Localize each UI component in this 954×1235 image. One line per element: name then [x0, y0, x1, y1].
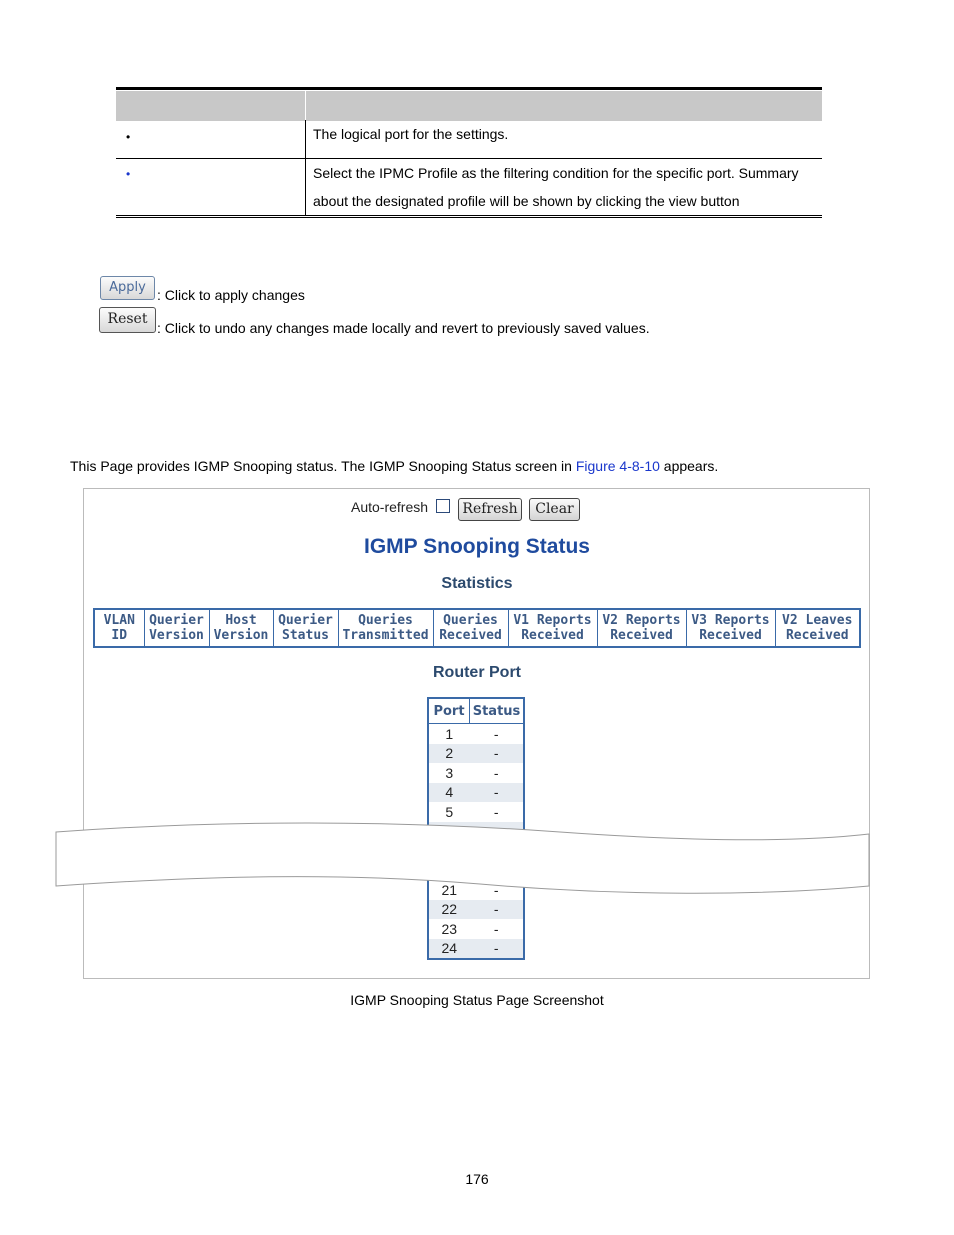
stats-col-v2-leaves: V2 Leaves Received	[775, 609, 860, 647]
intro-text-end: appears.	[659, 458, 719, 474]
table-row: 23 -	[441, 920, 499, 937]
reset-description: : Click to undo any changes made locally and revert to previously saved values.	[157, 320, 650, 336]
stats-col-querier-version: Querier Version	[144, 609, 209, 647]
table-row: 5 -	[445, 803, 499, 820]
statistics-heading: Statistics	[441, 575, 513, 592]
stats-col-v1-reports: V1 Reports Received	[508, 609, 597, 647]
stats-col-host-version: Host Version	[209, 609, 273, 647]
router-port-heading: Router Port	[433, 664, 521, 681]
table-row: 21 -	[441, 881, 499, 898]
stats-col-queries-transmitted: Queries Transmitted	[338, 609, 433, 647]
bullet-icon: •	[126, 130, 131, 144]
table-row: 2 -	[428, 744, 524, 764]
table-row: 4 -	[428, 783, 524, 803]
stats-col-queries-received: Queries Received	[433, 609, 508, 647]
apply-button[interactable]: Apply	[100, 276, 155, 300]
table-row: 24 -	[428, 939, 524, 960]
table-row: 22 -	[428, 900, 524, 920]
param-description: Select the IPMC Profile as the filtering condition for the specific port. Summary about the designated profile will be shown by clicking the view button	[313, 165, 799, 209]
stats-col-vlan-id: VLAN ID	[94, 609, 144, 647]
figure-caption: IGMP Snooping Status Page Screenshot	[350, 992, 604, 1008]
figure-link[interactable]: Figure 4-8-10	[575, 458, 660, 474]
rp-col-status: Status	[470, 698, 525, 724]
rp-col-port: Port	[428, 698, 470, 724]
intro-text: This Page provides IGMP Snooping status. The IGMP Snooping Status screen in	[70, 458, 576, 474]
table-row: 1 -	[445, 725, 499, 742]
page-number: 176	[465, 1171, 489, 1187]
clear-button[interactable]: Clear	[529, 498, 580, 521]
stats-col-querier-status: Querier Status	[273, 609, 338, 647]
auto-refresh-label: Auto-refresh	[351, 499, 429, 515]
param-description: The logical port for the settings.	[313, 126, 509, 142]
apply-description: : Click to apply changes	[157, 287, 305, 303]
bullet-icon: •	[126, 167, 131, 181]
stats-col-v2-reports: V2 Reports Received	[597, 609, 686, 647]
page-title: IGMP Snooping Status	[364, 535, 590, 558]
table-row: 3 -	[445, 764, 499, 781]
reset-button[interactable]: Reset	[99, 307, 156, 333]
refresh-button[interactable]: Refresh	[458, 498, 522, 521]
stats-col-v3-reports: V3 Reports Received	[686, 609, 775, 647]
